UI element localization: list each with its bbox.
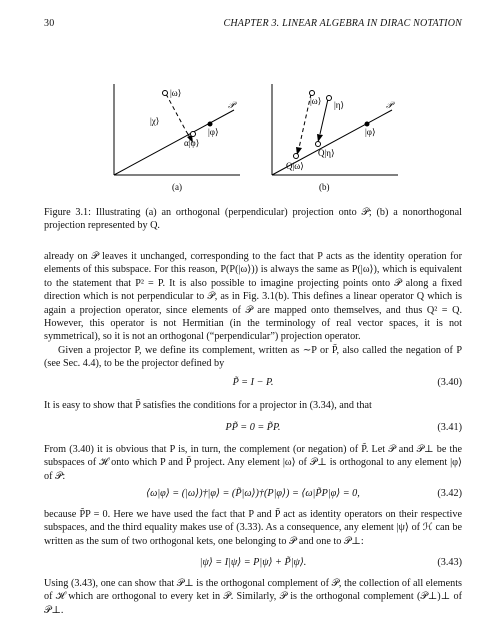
panel-b-omega-label: |ω⟩ <box>310 96 322 106</box>
paragraph-identity-operators: because P̃P = 0. Here we have used the fact that P and P̃ act as identity operators on their respective subspaces, and the third equality makes use of (3.33). As a consequence, any element |ψ⟩ of ℋ can be written as the sum of two orthogonal kets, one belonging to 𝒫 and one to 𝒫⊥: <box>44 509 462 547</box>
paragraph-projection-discussion: already on 𝒫 leaves it unchanged, corresponding to the fact that P acts as the identity operation for elements of this subspace. For this reason, P(P(|ω⟩)) is always the same as P(|ω⟩), which is equivalent to the statement that P² = P. It is also possible to imagine projecting points onto 𝒫 along a fixed direction which is not perpendicular to 𝒫, as in Fig. 3.1(b). This defines a linear operator Q which is again a projection operator, since elements of 𝒫 are mapped onto themselves, and thus Q² = Q. However, this operator is not Hermitian (in the terminology of real vector spaces, it is not symmetrical), so it is not an orthogonal (“perpendicular”) projection operator. <box>44 251 462 343</box>
panel-a-omega-point <box>163 91 168 96</box>
panel-b-phi-point <box>365 122 370 127</box>
panel-a <box>114 84 240 192</box>
panel-b-caption-label: (b) <box>319 182 330 192</box>
figure-3-1 <box>112 82 412 202</box>
panel-b-eta-arrowhead <box>317 134 323 142</box>
equation-3-43-number: (3.43) <box>437 557 462 568</box>
equation-3-40-number: (3.40) <box>437 377 462 388</box>
equation-3-42 <box>44 488 462 502</box>
paragraph-complement-definition: Given a projector P, we define its complement, written as ∼P or P̃, also called the negation of P (see Sec. 4.4), to be the projector defined by <box>44 345 462 370</box>
panel-a-alpha-phi-point <box>191 132 196 137</box>
panel-a-projection-dashed <box>166 94 186 131</box>
paragraph-projector-conditions: It is easy to show that P̃ satisfies the conditions for a projector in (3.34), and that <box>44 400 372 411</box>
equation-3-40 <box>44 377 462 391</box>
equation-3-41-expr: PP̃ = 0 = P̃P. <box>225 422 281 433</box>
panel-b-phi-label: |φ⟩ <box>365 127 376 137</box>
equation-3-41 <box>44 422 462 436</box>
equation-3-40-expr: P̃ = I − P. <box>232 377 274 388</box>
equation-3-43 <box>44 557 462 571</box>
page-number: 30 <box>44 18 55 29</box>
panel-a-alpha-phi-label: α|φ⟩ <box>184 138 200 148</box>
panel-b-eta-point <box>327 96 332 101</box>
panel-b-eta-label: |η⟩ <box>334 100 345 110</box>
panel-a-omega-label: |ω⟩ <box>170 88 182 98</box>
panel-b-omega-point <box>310 91 315 96</box>
paragraph-orthogonal-complement: Using (3.43), one can show that 𝒫⊥ is the orthogonal complement of 𝒫, the collection of all elements of ℋ which are orthogonal to every ket in 𝒫. Similarly, 𝒫 is the orthogonal complement (𝒫⊥)⊥ of 𝒫⊥. <box>44 578 462 616</box>
figure-svg <box>112 82 412 202</box>
panel-b <box>272 84 398 192</box>
panel-b-q-omega-label: Q|ω⟩ <box>286 161 304 171</box>
equation-3-42-number: (3.42) <box>437 488 462 499</box>
panel-a-subspace-label: 𝒫 <box>228 100 235 110</box>
panel-a-phi-point <box>208 122 213 127</box>
panel-a-caption-label: (a) <box>172 182 182 192</box>
paragraph-orthogonality: From (3.40) it is obvious that P is, in turn, the complement (or negation) of P̃. Let 𝒫 and 𝒫⊥ be the subspaces of ℋ onto which P and P̃ project. Any element |ω⟩ of 𝒫⊥ is orthogonal to any element |φ⟩ of 𝒫: <box>44 444 462 482</box>
panel-b-q-eta-point <box>316 142 321 147</box>
equation-3-43-expr: |ψ⟩ = I|ψ⟩ = P|ψ⟩ + P̃|ψ⟩. <box>199 557 307 568</box>
figure-caption: Figure 3.1: Illustrating (a) an orthogonal (perpendicular) projection onto 𝒫; (b) a nonorthogonal projection represented by Q. <box>44 207 462 232</box>
panel-b-q-eta-label: Q|η⟩ <box>318 148 335 158</box>
equation-3-41-number: (3.41) <box>437 422 462 433</box>
equation-3-42-expr: ⟨ω|φ⟩ = (|ω⟩)†|φ⟩ = (P̃|ω⟩)†(P|φ⟩) = ⟨ω|P̃P|φ⟩ = 0, <box>146 488 360 499</box>
chapter-title: CHAPTER 3. LINEAR ALGEBRA IN DIRAC NOTATION <box>223 18 462 29</box>
panel-a-chi-label: |χ⟩ <box>150 116 160 126</box>
panel-a-subspace-line <box>114 110 234 175</box>
panel-b-q-omega-point <box>294 154 299 159</box>
panel-a-phi-label: |φ⟩ <box>208 127 219 137</box>
panel-b-subspace-label: 𝒫 <box>386 100 393 110</box>
